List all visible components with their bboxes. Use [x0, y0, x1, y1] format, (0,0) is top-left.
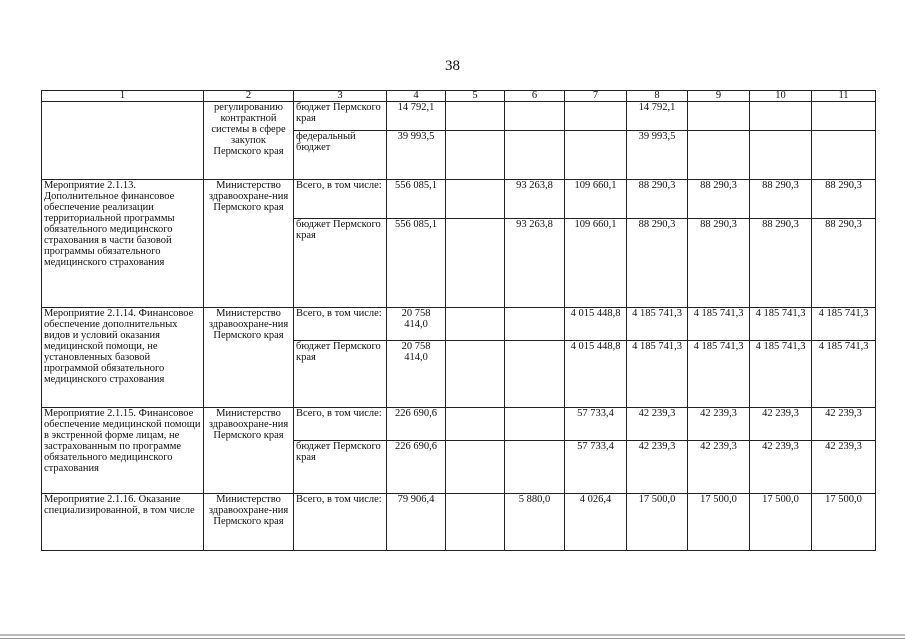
value-cell [505, 441, 565, 494]
value-cell [812, 131, 876, 180]
header-cell: 4 [387, 91, 446, 102]
value-cell: 57 733,4 [565, 441, 627, 494]
source-cell: Всего, в том числе: [294, 408, 387, 441]
value-cell: 4 185 741,3 [812, 308, 876, 341]
value-cell [688, 102, 750, 131]
header-cell: 9 [688, 91, 750, 102]
scan-edge-line [0, 634, 905, 636]
value-cell [505, 408, 565, 441]
value-cell [750, 102, 812, 131]
value-cell: 17 500,0 [627, 494, 688, 551]
value-cell [446, 441, 505, 494]
source-cell: бюджет Пермского края [294, 219, 387, 308]
value-cell: 4 185 741,3 [688, 308, 750, 341]
value-cell [688, 131, 750, 180]
value-cell: 42 239,3 [627, 408, 688, 441]
value-cell [812, 102, 876, 131]
value-cell: 226 690,6 [387, 441, 446, 494]
value-cell: 556 085,1 [387, 180, 446, 219]
value-cell: 42 239,3 [812, 408, 876, 441]
executor-cell: Министерство здравоохране-ния Пермского края [204, 180, 294, 308]
value-cell: 57 733,4 [565, 408, 627, 441]
value-cell: 4 185 741,3 [627, 308, 688, 341]
header-cell: 5 [446, 91, 505, 102]
measure-cell: Мероприятие 2.1.15. Финансовое обеспечение медицинской помощи в экстренной форме лицам, не застрахованным по программе обязательного медицинского страхования [42, 408, 204, 494]
value-cell [446, 180, 505, 219]
value-cell: 88 290,3 [688, 219, 750, 308]
value-cell: 88 290,3 [812, 180, 876, 219]
value-cell: 14 792,1 [387, 102, 446, 131]
header-cell: 11 [812, 91, 876, 102]
value-cell: 42 239,3 [812, 441, 876, 494]
value-cell: 39 993,5 [387, 131, 446, 180]
value-cell: 42 239,3 [688, 408, 750, 441]
value-cell [565, 131, 627, 180]
value-cell [750, 131, 812, 180]
value-cell: 88 290,3 [627, 180, 688, 219]
value-cell: 93 263,8 [505, 219, 565, 308]
source-cell: бюджет Пермского края [294, 441, 387, 494]
value-cell: 42 239,3 [688, 441, 750, 494]
header-cell: 6 [505, 91, 565, 102]
value-cell [446, 408, 505, 441]
header-cell: 1 [42, 91, 204, 102]
header-cell: 10 [750, 91, 812, 102]
value-cell: 88 290,3 [750, 219, 812, 308]
budget-table [41, 90, 876, 551]
value-cell [446, 341, 505, 408]
value-cell: 88 290,3 [627, 219, 688, 308]
header-cell: 3 [294, 91, 387, 102]
value-cell: 5 880,0 [505, 494, 565, 551]
source-cell: Всего, в том числе: [294, 308, 387, 341]
table-row [42, 494, 876, 551]
table-row [42, 408, 876, 441]
value-cell: 109 660,1 [565, 219, 627, 308]
value-cell: 88 290,3 [688, 180, 750, 219]
measure-cell: Мероприятие 2.1.13. Дополнительное финансовое обеспечение реализации территориальной программы обязательного медицинского страхования в части базовой программы обязательного медицинского страхования [42, 180, 204, 308]
value-cell [446, 131, 505, 180]
table-row [42, 308, 876, 341]
value-cell: 556 085,1 [387, 219, 446, 308]
value-cell: 42 239,3 [627, 441, 688, 494]
measure-cell [42, 102, 204, 180]
value-cell: 4 185 741,3 [688, 341, 750, 408]
value-cell: 226 690,6 [387, 408, 446, 441]
value-cell: 20 758 414,0 [387, 341, 446, 408]
measure-cell: Мероприятие 2.1.16. Оказание специализированной, в том числе [42, 494, 204, 551]
table-row [42, 180, 876, 219]
page-number: 38 [445, 58, 460, 74]
value-cell: 17 500,0 [688, 494, 750, 551]
header-row [42, 91, 876, 102]
source-cell: бюджет Пермского края [294, 341, 387, 408]
scan-edge-line [0, 638, 905, 639]
value-cell [446, 219, 505, 308]
value-cell: 14 792,1 [627, 102, 688, 131]
executor-cell: Министерство здравоохране-ния Пермского края [204, 408, 294, 494]
value-cell [565, 102, 627, 131]
value-cell: 4 185 741,3 [750, 341, 812, 408]
value-cell [446, 308, 505, 341]
value-cell: 4 026,4 [565, 494, 627, 551]
source-cell: Всего, в том числе: [294, 180, 387, 219]
value-cell [446, 102, 505, 131]
value-cell: 17 500,0 [812, 494, 876, 551]
value-cell: 42 239,3 [750, 408, 812, 441]
value-cell: 88 290,3 [812, 219, 876, 308]
header-cell: 2 [204, 91, 294, 102]
executor-cell: регулированию контрактной системы в сфере закупок Пермского края [204, 102, 294, 180]
source-cell: Всего, в том числе: [294, 494, 387, 551]
value-cell [446, 494, 505, 551]
measure-cell: Мероприятие 2.1.14. Финансовое обеспечение дополнительных видов и условий оказания медицинской помощи, не установленных базовой программой обязательного медицинского страхования [42, 308, 204, 408]
value-cell: 42 239,3 [750, 441, 812, 494]
executor-cell: Министерство здравоохране-ния Пермского края [204, 308, 294, 408]
executor-cell: Министерство здравоохране-ния Пермского края [204, 494, 294, 551]
value-cell [505, 308, 565, 341]
value-cell: 93 263,8 [505, 180, 565, 219]
value-cell: 79 906,4 [387, 494, 446, 551]
value-cell [505, 131, 565, 180]
source-cell: федеральный бюджет [294, 131, 387, 180]
value-cell: 4 015 448,8 [565, 341, 627, 408]
value-cell: 17 500,0 [750, 494, 812, 551]
header-cell: 8 [627, 91, 688, 102]
value-cell: 109 660,1 [565, 180, 627, 219]
value-cell: 39 993,5 [627, 131, 688, 180]
value-cell: 4 185 741,3 [750, 308, 812, 341]
value-cell [505, 341, 565, 408]
table-row [42, 102, 876, 131]
value-cell [505, 102, 565, 131]
value-cell: 20 758 414,0 [387, 308, 446, 341]
value-cell: 4 185 741,3 [812, 341, 876, 408]
value-cell: 88 290,3 [750, 180, 812, 219]
header-cell: 7 [565, 91, 627, 102]
value-cell: 4 015 448,8 [565, 308, 627, 341]
value-cell: 4 185 741,3 [627, 341, 688, 408]
source-cell: бюджет Пермского края [294, 102, 387, 131]
